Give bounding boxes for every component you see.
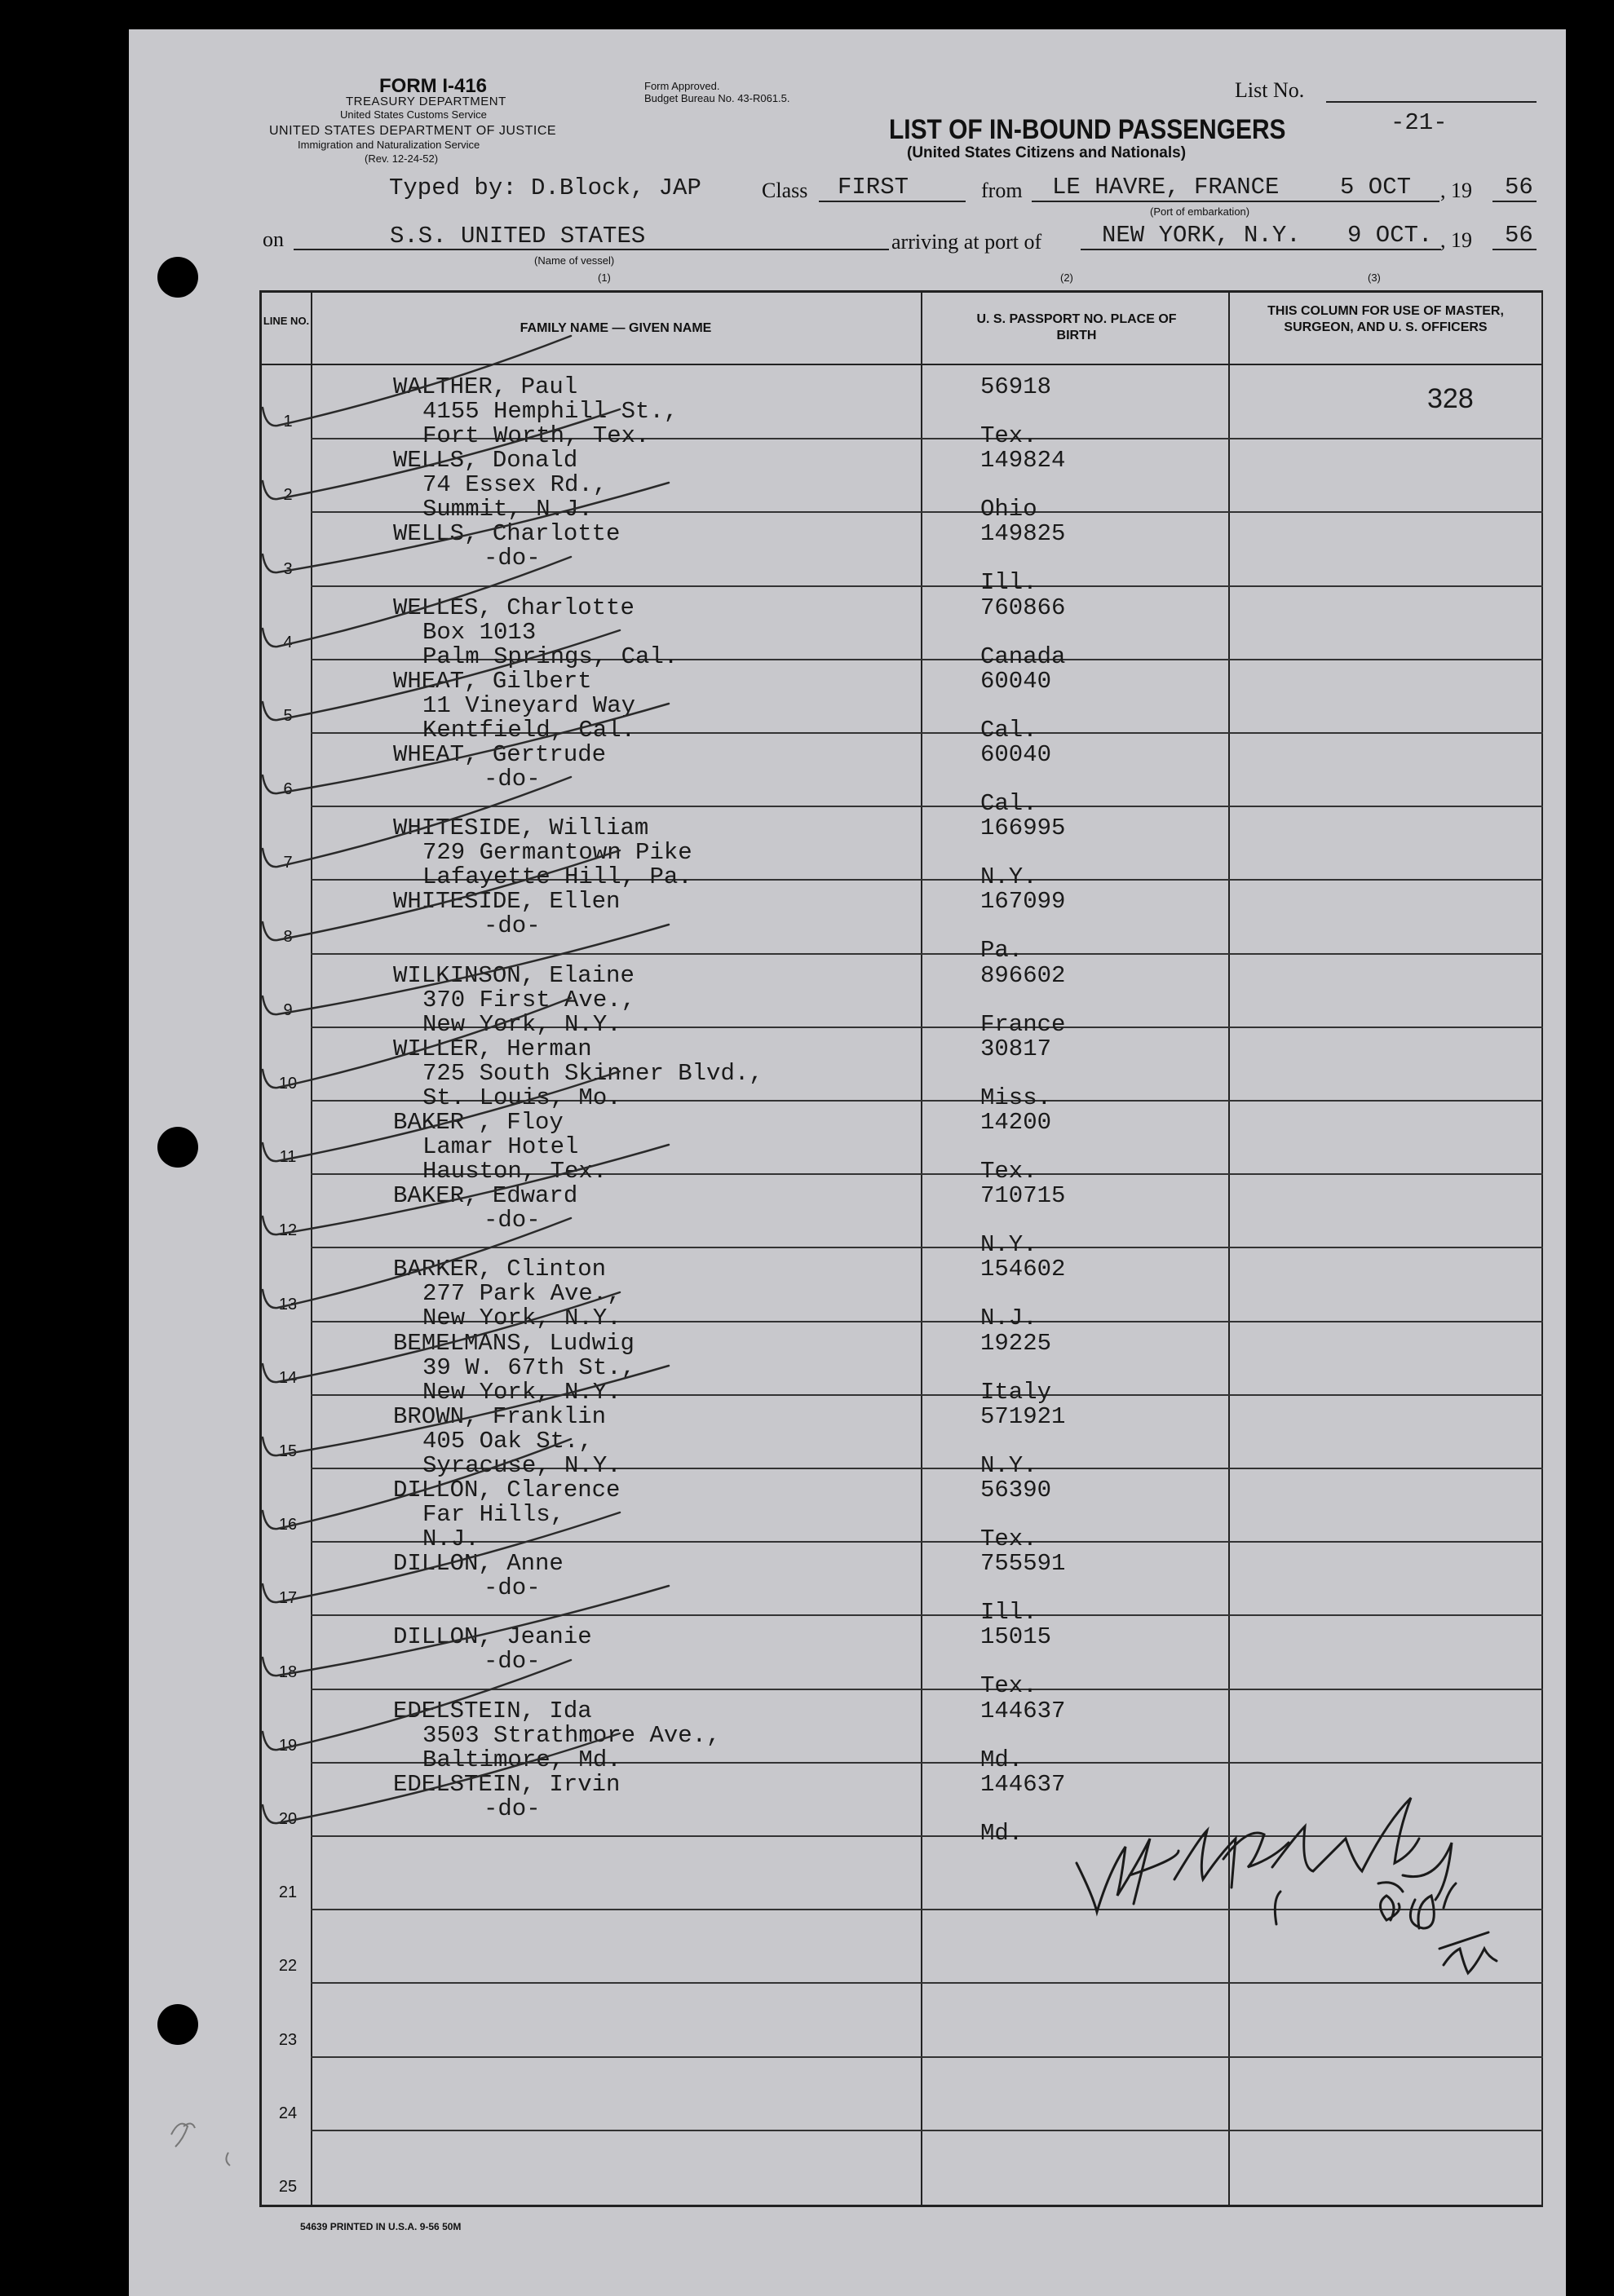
- line-no-header: LINE NO.: [263, 315, 310, 327]
- passenger-name: WHEAT, Gertrude: [393, 741, 607, 768]
- line-number: 2: [283, 486, 293, 504]
- passenger-name: DILLON, Clarence: [393, 1477, 621, 1503]
- address-line-1: 725 South Skinner Blvd.,: [422, 1060, 763, 1087]
- line-number: 1: [283, 413, 293, 430]
- justice-dept: UNITED STATES DEPARTMENT OF JUSTICE: [269, 124, 557, 138]
- place-of-birth: N.Y.: [980, 863, 1037, 890]
- from-label: from: [981, 179, 1023, 202]
- place-of-birth: Md.: [980, 1746, 1024, 1773]
- address-line-1: Far Hills,: [422, 1501, 565, 1528]
- place-of-birth: Tex.: [980, 1526, 1037, 1552]
- line-number: 19: [278, 1737, 298, 1755]
- printer-footer: 54639 PRINTED IN U.S.A. 9-56 50M: [300, 2221, 462, 2232]
- address-line-2: Summit, N.J.: [422, 496, 593, 523]
- line-number: 9: [283, 1001, 293, 1019]
- address-line-1: -do-: [484, 1795, 541, 1822]
- address-line-1: -do-: [484, 1648, 541, 1675]
- departure-year: 56: [1505, 174, 1533, 201]
- passport-number: 710715: [980, 1182, 1066, 1209]
- passport-number: 896602: [980, 962, 1066, 989]
- address-line-1: 277 Park Ave.,: [422, 1280, 621, 1307]
- passport-number: 60040: [980, 668, 1052, 695]
- arrival-date: 9 OCT.: [1347, 222, 1433, 249]
- address-line-1: -do-: [484, 1207, 541, 1234]
- column-1-number: (1): [598, 272, 611, 284]
- form-number: FORM I-416: [379, 75, 488, 97]
- passenger-name: BROWN, Franklin: [393, 1403, 607, 1430]
- typed-by: Typed by: D.Block, JAP: [389, 174, 701, 201]
- address-line-2: N.J.: [422, 1526, 480, 1552]
- revision-date: (Rev. 12-24-52): [365, 152, 439, 165]
- address-line-1: Lamar Hotel: [422, 1133, 579, 1160]
- line-number: 21: [278, 1883, 298, 1901]
- address-line-2: Palm Springs, Cal.: [422, 643, 679, 670]
- passport-number: 19225: [980, 1330, 1052, 1357]
- passenger-name: WHITESIDE, William: [393, 815, 649, 841]
- arrival-year: 56: [1505, 222, 1533, 249]
- place-of-birth: N.Y.: [980, 1452, 1037, 1479]
- line-number: 22: [278, 1957, 298, 1975]
- passport-number: 15015: [980, 1623, 1052, 1650]
- line-number: 23: [278, 2031, 298, 2049]
- passenger-name: BEMELMANS, Ludwig: [393, 1330, 635, 1357]
- passenger-name: WELLS, Charlotte: [393, 520, 621, 547]
- address-line-1: 11 Vineyard Way: [422, 692, 636, 719]
- place-of-birth: Md.: [980, 1820, 1024, 1847]
- address-line-1: Box 1013: [422, 619, 537, 646]
- passport-number: 760866: [980, 594, 1066, 621]
- class-value: FIRST: [838, 174, 909, 201]
- passport-number: 166995: [980, 815, 1066, 841]
- address-line-2: Syracuse, N.Y.: [422, 1452, 621, 1479]
- address-line-2: New York, N.Y.: [422, 1011, 621, 1038]
- officers-header: THIS COLUMN FOR USE OF MASTER, SURGEON, AND U. S. OFFICERS: [1267, 304, 1504, 334]
- place-of-birth: N.J.: [980, 1305, 1037, 1331]
- line-number: 4: [283, 634, 293, 651]
- address-line-2: St. Louis, Mo.: [422, 1084, 621, 1111]
- passport-number: 167099: [980, 888, 1066, 915]
- place-of-birth: Canada: [980, 643, 1066, 670]
- officer-note: 328: [1427, 383, 1474, 414]
- arrival-port: NEW YORK, N.Y.: [1102, 222, 1301, 249]
- address-line-2: New York, N.Y.: [422, 1379, 621, 1406]
- line-number: 3: [283, 560, 293, 578]
- arriving-label: arriving at port of: [891, 230, 1042, 254]
- place-of-birth: Miss.: [980, 1084, 1052, 1111]
- line-number: 10: [278, 1075, 298, 1093]
- passenger-name: WHEAT, Gilbert: [393, 668, 592, 695]
- passenger-name: WHITESIDE, Ellen: [393, 888, 621, 915]
- address-line-2: Fort Worth, Tex.: [422, 422, 650, 449]
- name-header: FAMILY NAME — GIVEN NAME: [520, 321, 712, 335]
- line-number: 5: [283, 707, 293, 725]
- passport-number: 144637: [980, 1698, 1066, 1724]
- address-line-2: Lafayette Hill, Pa.: [422, 863, 692, 890]
- line-number: 14: [278, 1369, 298, 1387]
- address-line-1: 729 Germantown Pike: [422, 839, 692, 866]
- vessel-name: S.S. UNITED STATES: [390, 223, 646, 249]
- vessel-caption: (Name of vessel): [534, 254, 615, 267]
- port-of-embarkation: LE HAVRE, FRANCE: [1052, 174, 1280, 201]
- address-line-1: 3503 Strathmore Ave.,: [422, 1722, 721, 1749]
- line-number: 24: [278, 2104, 298, 2122]
- ins-service: Immigration and Naturalization Service: [298, 139, 480, 151]
- departure-year-prefix: , 19: [1440, 179, 1472, 202]
- passenger-name: WELLES, Charlotte: [393, 594, 635, 621]
- address-line-2: Kentfield, Cal.: [422, 717, 636, 744]
- budget-bureau: Budget Bureau No. 43-R061.5.: [644, 92, 790, 104]
- passenger-name: WELLS, Donald: [393, 447, 578, 474]
- address-line-1: -do-: [484, 766, 541, 793]
- passport-header: U. S. PASSPORT NO. PLACE OF BIRTH: [976, 312, 1177, 342]
- address-line-1: -do-: [484, 1574, 541, 1601]
- list-title: LIST OF IN-BOUND PASSENGERS: [889, 114, 1286, 145]
- address-line-1: 39 W. 67th St.,: [422, 1354, 636, 1381]
- place-of-birth: Pa.: [980, 937, 1024, 964]
- passport-number: 144637: [980, 1771, 1066, 1798]
- on-label: on: [263, 227, 284, 251]
- address-line-1: 370 First Ave.,: [422, 987, 636, 1013]
- passenger-name: BARKER, Clinton: [393, 1256, 607, 1283]
- address-line-1: 405 Oak St.,: [422, 1428, 593, 1455]
- passenger-name: WALTHER, Paul: [393, 373, 578, 400]
- treasury-dept: TREASURY DEPARTMENT: [346, 95, 506, 108]
- place-of-birth: Tex.: [980, 1672, 1037, 1699]
- address-line-1: -do-: [484, 912, 541, 939]
- address-line-2: New York, N.Y.: [422, 1305, 621, 1331]
- passport-number: 56390: [980, 1477, 1052, 1503]
- passport-number: 14200: [980, 1109, 1052, 1136]
- place-of-birth: Ill.: [980, 1599, 1037, 1626]
- place-of-birth: Ill.: [980, 569, 1037, 596]
- line-number: 17: [278, 1589, 298, 1607]
- arrival-year-prefix: , 19: [1440, 228, 1472, 252]
- passenger-name: DILLON, Anne: [393, 1550, 564, 1577]
- place-of-birth: Cal.: [980, 790, 1037, 817]
- line-number: 15: [278, 1442, 298, 1460]
- line-number: 13: [278, 1296, 298, 1314]
- line-number: 18: [278, 1663, 298, 1681]
- address-line-1: -do-: [484, 545, 541, 572]
- passport-number: 30817: [980, 1035, 1052, 1062]
- passenger-name: BAKER, Edward: [393, 1182, 578, 1209]
- line-number: 25: [278, 2178, 298, 2196]
- place-of-birth: Ohio: [980, 496, 1037, 523]
- passport-number: 571921: [980, 1403, 1066, 1430]
- line-number: 8: [283, 928, 293, 946]
- line-number: 16: [278, 1516, 298, 1534]
- class-label: Class: [762, 179, 808, 202]
- place-of-birth: N.Y.: [980, 1231, 1037, 1258]
- passenger-name: BAKER , Floy: [393, 1109, 564, 1136]
- address-line-2: Baltimore, Md.: [422, 1746, 621, 1773]
- line-number: 20: [278, 1810, 298, 1828]
- passport-number: 149825: [980, 520, 1066, 547]
- place-of-birth: Cal.: [980, 717, 1037, 744]
- passport-number: 755591: [980, 1550, 1066, 1577]
- passenger-name: DILLON, Jeanie: [393, 1623, 592, 1650]
- customs-service: United States Customs Service: [340, 108, 487, 121]
- line-number: 11: [279, 1148, 297, 1166]
- list-no-value: -21-: [1391, 109, 1448, 136]
- passport-number: 154602: [980, 1256, 1066, 1283]
- line-number: 7: [283, 854, 293, 872]
- passenger-name: WILKINSON, Elaine: [393, 962, 635, 989]
- place-of-birth: Tex.: [980, 1158, 1037, 1185]
- place-of-birth: Italy: [980, 1379, 1052, 1406]
- place-of-birth: Tex.: [980, 422, 1037, 449]
- passenger-name: EDELSTEIN, Irvin: [393, 1771, 621, 1798]
- passport-number: 149824: [980, 447, 1066, 474]
- list-subtitle: (United States Citizens and Nationals): [907, 144, 1187, 161]
- column-2-number: (2): [1060, 272, 1073, 284]
- line-number: 12: [278, 1221, 298, 1239]
- address-line-1: 74 Essex Rd.,: [422, 471, 608, 498]
- form-approved: Form Approved.: [644, 80, 720, 92]
- departure-date: 5 OCT: [1340, 174, 1412, 201]
- place-of-birth: France: [980, 1011, 1066, 1038]
- list-no-label: List No.: [1235, 78, 1305, 102]
- passport-number: 60040: [980, 741, 1052, 768]
- passport-number: 56918: [980, 373, 1052, 400]
- passenger-name: EDELSTEIN, Ida: [393, 1698, 592, 1724]
- line-number: 6: [283, 780, 293, 798]
- port-embark-caption: (Port of embarkation): [1150, 205, 1250, 218]
- address-line-2: Hauston, Tex.: [422, 1158, 608, 1185]
- address-line-1: 4155 Hemphill St.,: [422, 398, 679, 425]
- column-3-number: (3): [1368, 272, 1381, 284]
- passenger-name: WILLER, Herman: [393, 1035, 592, 1062]
